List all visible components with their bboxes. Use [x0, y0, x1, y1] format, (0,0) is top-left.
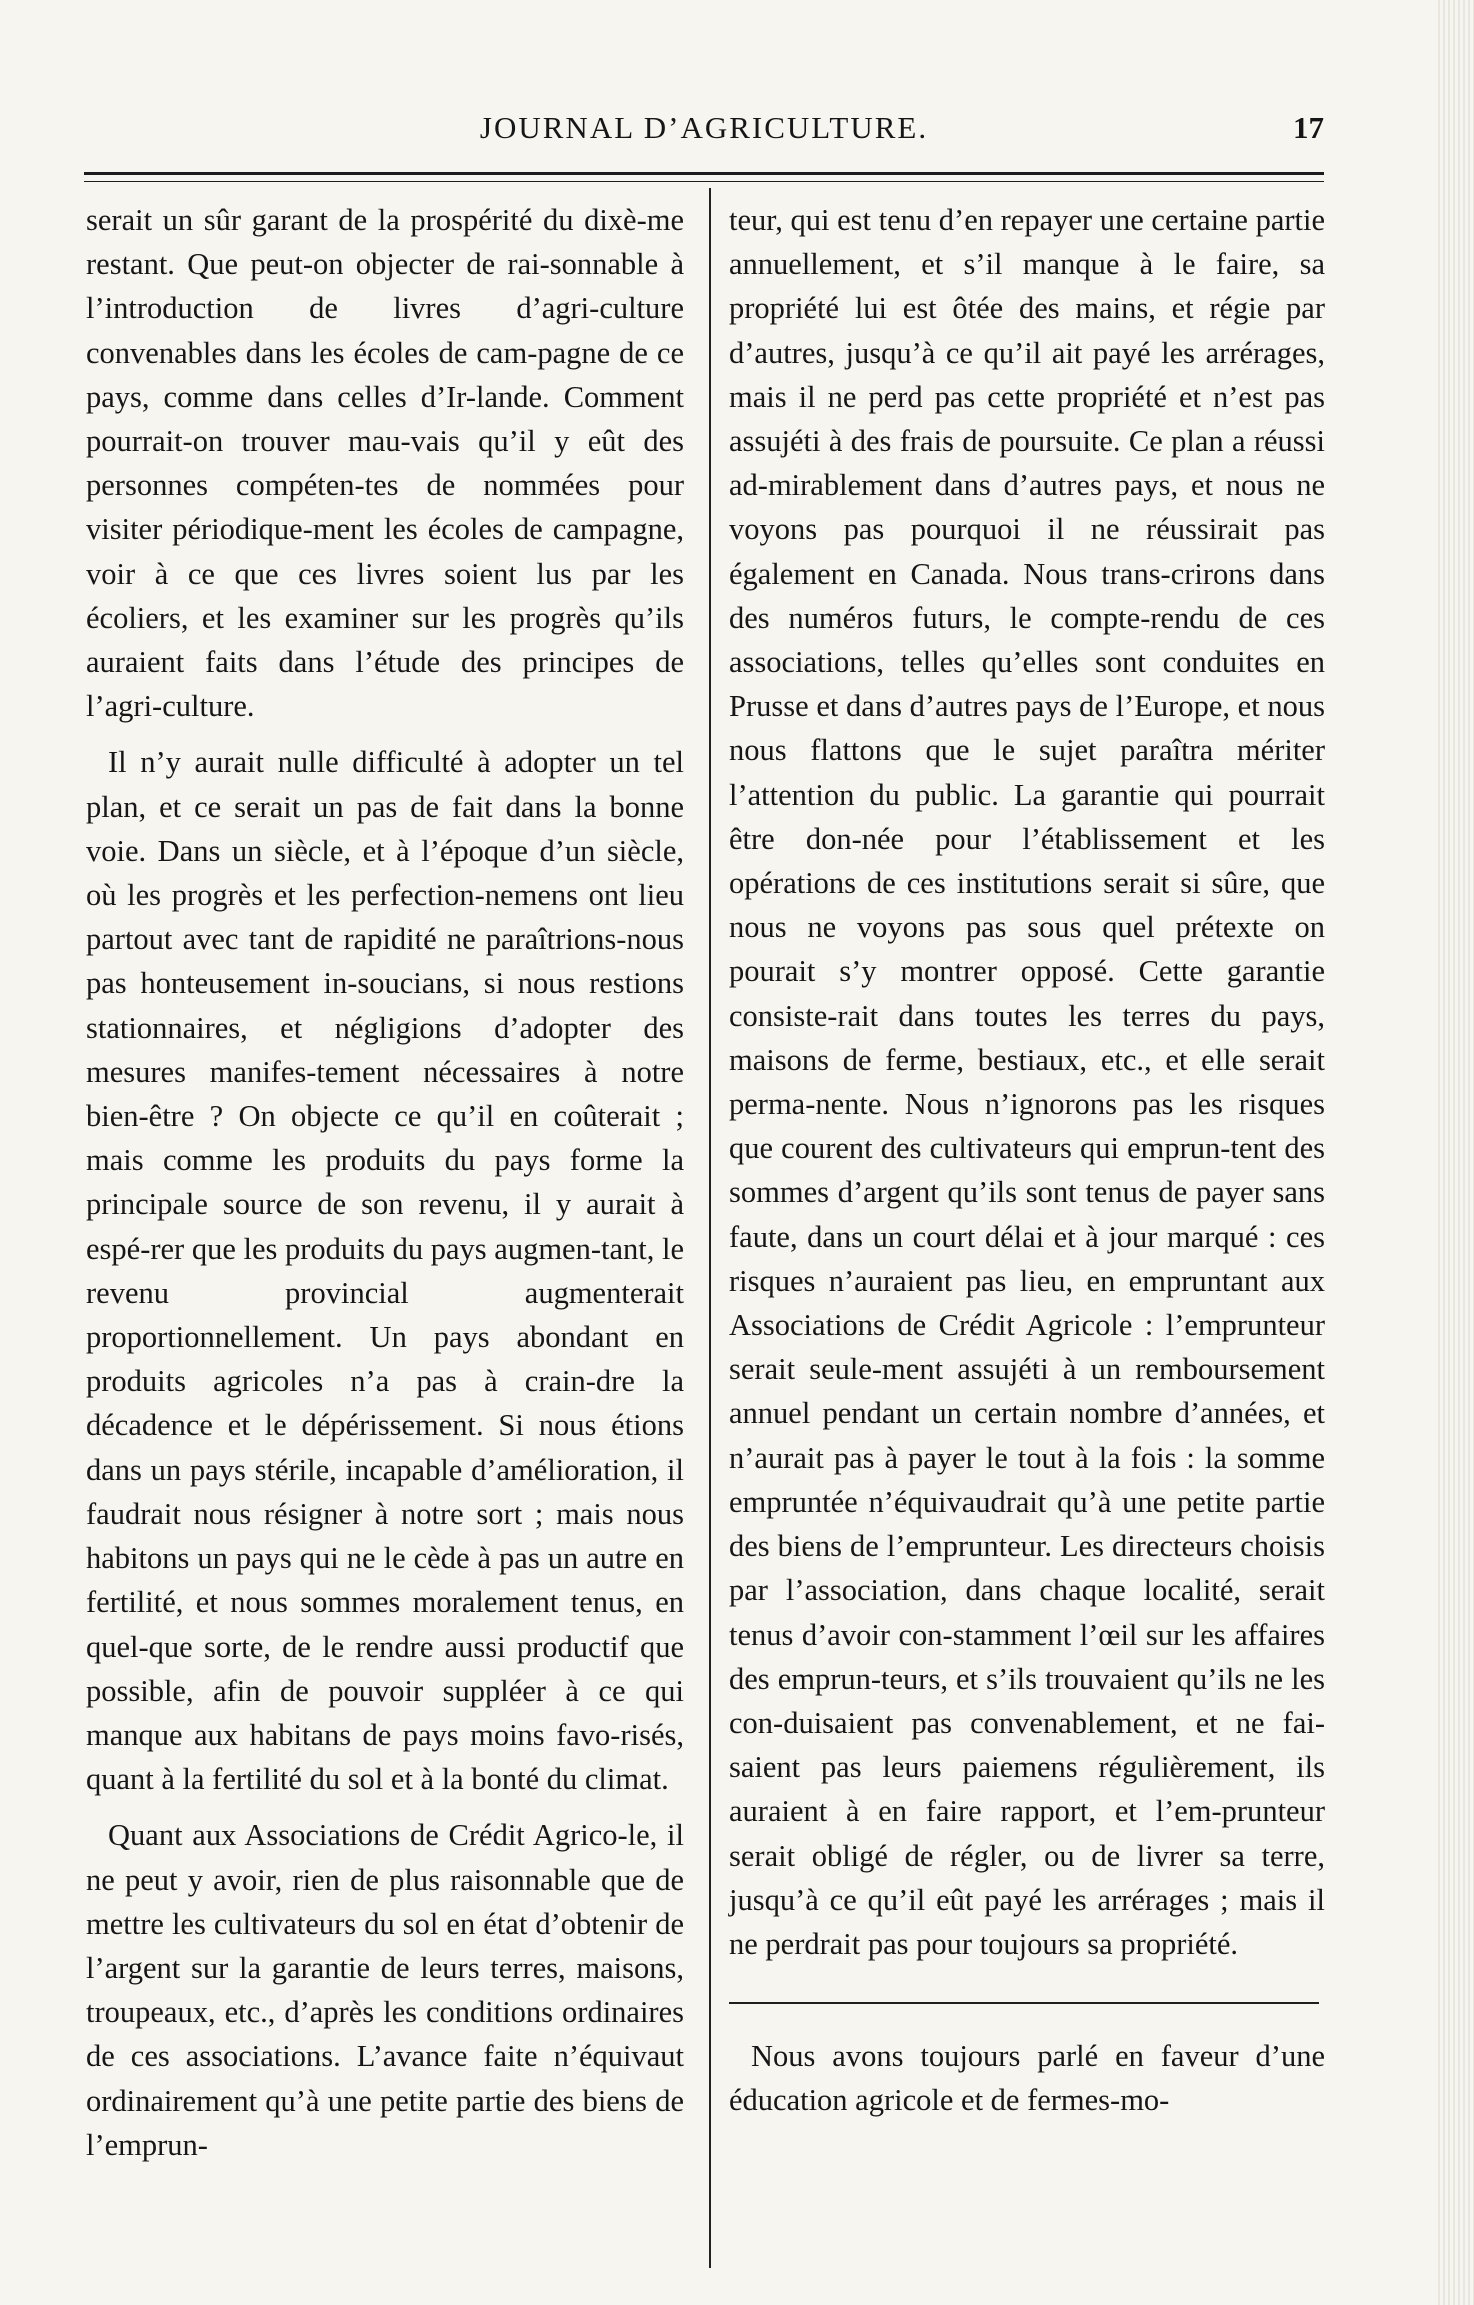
section-rule [729, 2002, 1319, 2004]
page-edge-shadow [1438, 0, 1474, 2305]
left-column [86, 198, 684, 2179]
page-number: 17 [1293, 110, 1324, 145]
paragraph: serait un sûr garant de la prospérité du dixè-me restant. Que peut-on objecter de rai-sonnable à l’introduction de livres d’agri-culture convenables dans les écoles de cam-pagne de ce pays, comme dans celles d’Ir-lande. Comment pourrait-on trouver mau-vais qu’il y eût des personnes compéten-tes de nommées pour visiter périodique-ment les écoles de campagne, voir à ce que ces livres soient lus par les écoliers, et les examiner sur les progrès qu’ils auraient faits dans l’étude des principes de l’agri-culture. [86, 203, 684, 724]
page-header [84, 106, 1324, 156]
header-rule-thick [84, 172, 1324, 175]
paragraph: Nous avons toujours parlé en faveur d’une éducation agricole et de fermes-mo- [729, 2039, 1325, 2118]
paragraph: teur, qui est tenu d’en repayer une certaine partie annuellement, et s’il manque à le faire, sa propriété lui est ôtée des mains, et régie par d’autres, jusqu’à ce qu’il ait payé les arrérages, mais il ne perd pas cette propriété et n’est pas assujéti à des frais de poursuite. Ce plan a réussi ad-mirablement dans d’autres pays, et nous ne voyons pas pourquoi il ne réussirait pas également en Canada. Nous trans-crirons dans des numéros futurs, le compte-rendu de ces associations, telles qu’elles sont conduites en Prusse et dans d’autres pays de l’Europe, et nous nous flattons que le sujet paraîtra mériter l’attention du public. La garantie qui pourrait être don-née pour l’établissement et les opérations de ces institutions serait si sûre, que nous ne voyons pas sous quel prétexte on pourait s’y montrer opposé. Cette garantie consiste-rait dans toutes les terres du pays, maisons de ferme, bestiaux, etc., et elle serait perma-nente. Nous n’ignorons pas les risques que courent des cultivateurs qui emprun-tent des sommes d’argent qu’ils sont tenus de payer sans faute, dans un court délai et à jour marqué : ces risques n’auraient pas lieu, en empruntant aux Associations de Crédit Agricole : l’emprunteur serait seule-ment assujéti à un remboursement annuel pendant un certain nombre d’années, et n’aurait pas à payer le tout à la fois : la somme empruntée n’équivaudrait qu’à une petite partie des biens de l’emprunteur. Les directeurs choisis par l’association, dans chaque localité, serait tenus d’avoir con-stamment l’œil sur les affaires des emprun-teurs, et s’ils trouvaient qu’ils ne les con-duisaient pas convenablement, et ne fai-saient pas leurs paiemens régulièrement, ils auraient à en faire rapport, et l’em-prunteur serait obligé de régler, ou de livrer sa terre, jusqu’à ce qu’il eût payé les arrérages ; mais il ne perdrait pas pour toujours sa propriété. [729, 203, 1325, 1961]
right-column [729, 198, 1325, 2135]
header-rule-thin [84, 181, 1324, 182]
column-divider [709, 188, 711, 2268]
paragraph: Il n’y aurait nulle difficulté à adopter un tel plan, et ce serait un pas de fait dans la bonne voie. Dans un siècle, et à l’époque d’un siècle, où les progrès et les perfection-nemens ont lieu partout avec tant de rapidité ne paraîtrions-nous pas honteusement in-soucians, si nous restions stationnaires, et négligions d’adopter des mesures manifes-tement nécessaires à notre bien-être ? On objecte ce qu’il en coûterait ; mais comme les produits du pays forme la principale source de son revenu, il y aurait à espé-rer que les produits du pays augmen-tant, le revenu provincial augmenterait proportionnellement. Un pays abondant en produits agricoles n’a pas à crain-dre la décadence et le dépérissement. Si nous étions dans un pays stérile, incapable d’amélioration, il faudrait nous résigner à notre sort ; mais nous habitons un pays qui ne le cède à pas un autre en fertilité, et nous sommes moralement tenus, en quel-que sorte, de le rendre aussi productif que possible, afin de pouvoir suppléer à ce qui manque aux habitans de pays moins favo-risés, quant à la fertilité du sol et à la bonté du climat. [86, 745, 684, 1797]
running-title: JOURNAL D’AGRICULTURE. [479, 110, 929, 145]
paragraph: Quant aux Associations de Crédit Agrico-le, il ne peut y avoir, rien de plus raisonnable que de mettre les cultivateurs du sol en état d’obtenir de l’argent sur la garantie de leurs terres, maisons, troupeaux, etc., d’après les conditions ordinaires de ces associations. L’avance faite n’équivaut ordinairement qu’à une petite partie des biens de l’emprun- [86, 1818, 684, 2162]
